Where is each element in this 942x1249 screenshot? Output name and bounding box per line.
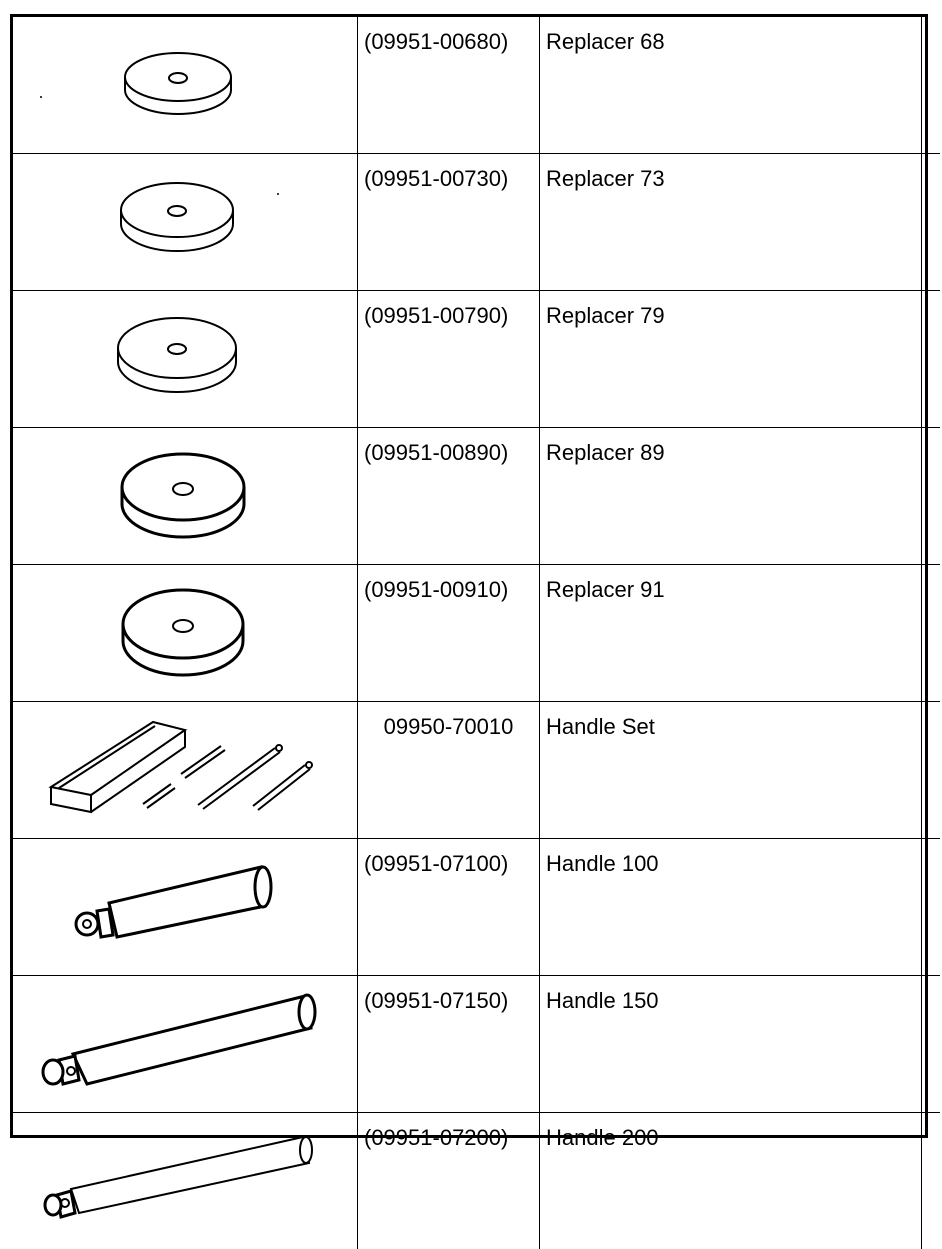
handle-icon xyxy=(13,1113,357,1237)
tool-name: Handle 100 xyxy=(540,839,922,976)
part-number: (09951-00730) xyxy=(358,154,540,291)
special-tools-table-frame xyxy=(10,14,928,1138)
blank-cell xyxy=(922,17,941,154)
tool-illustration-cell xyxy=(13,291,358,428)
tool-illustration-cell xyxy=(13,702,358,839)
blank-cell xyxy=(922,428,941,565)
blank-cell xyxy=(922,702,941,839)
tool-name: Replacer 91 xyxy=(540,565,922,702)
tool-illustration-cell xyxy=(13,565,358,702)
part-number: (09951-00790) xyxy=(358,291,540,428)
part-number: 09950-70010 xyxy=(358,702,540,839)
blank-cell xyxy=(922,291,941,428)
tool-illustration-cell xyxy=(13,17,358,154)
part-number: (09951-07150) xyxy=(358,976,540,1113)
blank-cell xyxy=(922,976,941,1113)
tool-illustration-cell xyxy=(13,154,358,291)
tool-name: Handle 200 xyxy=(540,1113,922,1249)
handle-icon xyxy=(13,839,357,963)
tool-illustration-cell xyxy=(13,839,358,976)
table-row xyxy=(13,291,940,428)
table-row xyxy=(13,839,940,976)
tool-name: Handle 150 xyxy=(540,976,922,1113)
table-row xyxy=(13,976,940,1113)
tool-name: Replacer 79 xyxy=(540,291,922,428)
blank-cell xyxy=(922,839,941,976)
tool-name: Replacer 68 xyxy=(540,17,922,154)
part-number: (09951-07100) xyxy=(358,839,540,976)
replacer-disc-icon xyxy=(13,154,357,278)
replacer-disc-icon xyxy=(13,565,357,689)
table-row xyxy=(13,702,940,839)
blank-cell xyxy=(922,1113,941,1249)
table-row xyxy=(13,17,940,154)
tool-name: Handle Set xyxy=(540,702,922,839)
part-number: (09951-00890) xyxy=(358,428,540,565)
replacer-disc-icon xyxy=(13,17,357,141)
table-row xyxy=(13,428,940,565)
handle-icon xyxy=(13,976,357,1100)
table-row xyxy=(13,565,940,702)
tool-name: Replacer 73 xyxy=(540,154,922,291)
blank-cell xyxy=(922,154,941,291)
replacer-disc-icon xyxy=(13,291,357,415)
part-number: (09951-00680) xyxy=(358,17,540,154)
blank-cell xyxy=(922,565,941,702)
replacer-disc-icon xyxy=(13,428,357,552)
tool-name: Replacer 89 xyxy=(540,428,922,565)
special-tools-table xyxy=(13,17,940,1249)
part-number: (09951-00910) xyxy=(358,565,540,702)
tool-illustration-cell xyxy=(13,1113,358,1249)
tool-illustration-cell xyxy=(13,428,358,565)
table-row xyxy=(13,154,940,291)
tool-illustration-cell xyxy=(13,976,358,1113)
handle-set-icon xyxy=(13,702,357,826)
table-row xyxy=(13,1113,940,1249)
part-number: (09951-07200) xyxy=(358,1113,540,1249)
